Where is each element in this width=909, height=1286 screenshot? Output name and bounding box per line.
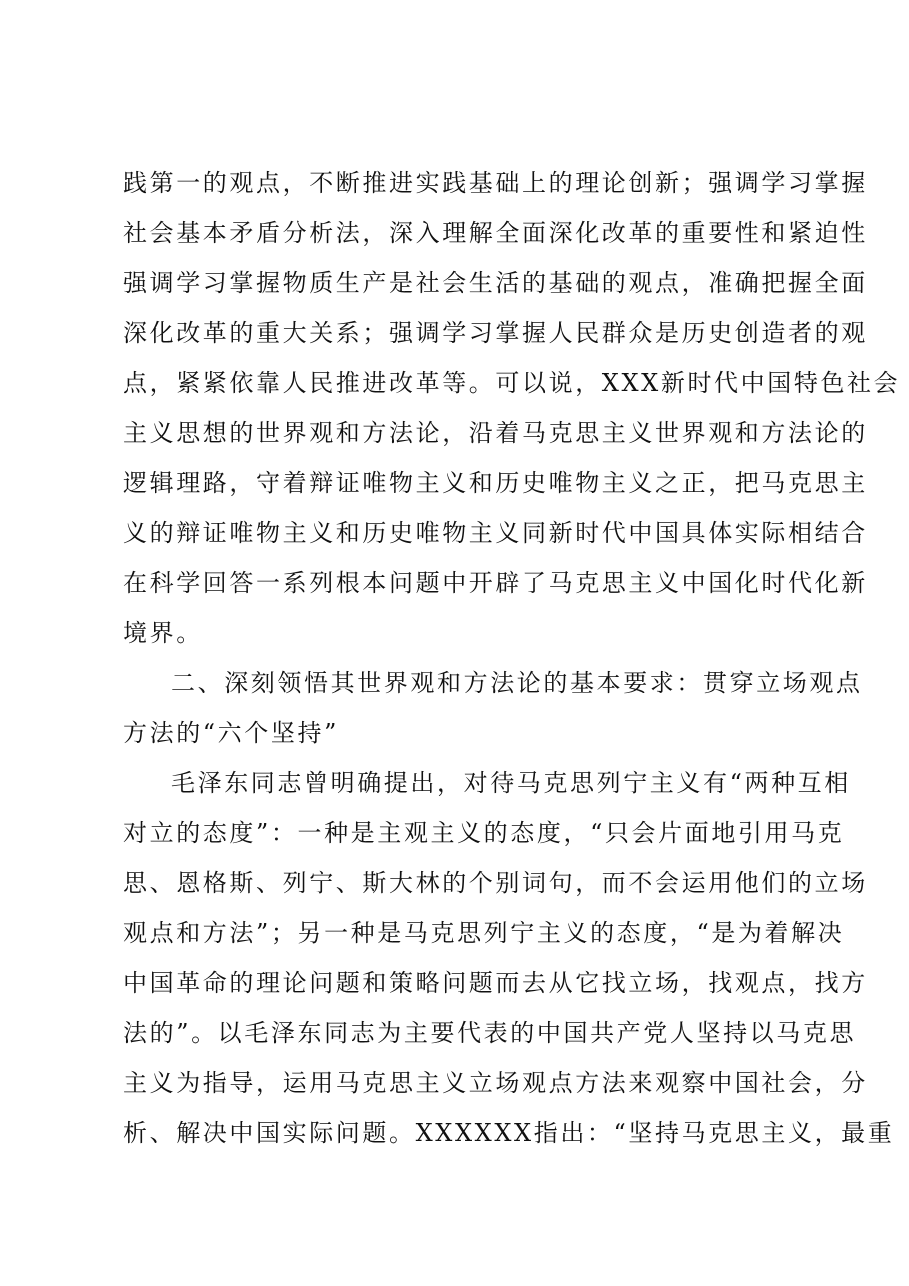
- text-line: 对立的态度”：一种是主观主义的态度，“只会片面地引用马克: [123, 819, 845, 847]
- text-line: 析、解决中国实际问题。XXXXXX指出：“坚持马克思主义，最重: [123, 1119, 895, 1147]
- text-line: 法的”。以毛泽东同志为主要代表的中国共产党人坚持以马克思: [123, 1019, 857, 1047]
- text-line: 深化改革的重大关系；强调学习掌握人民群众是历史创造者的观: [123, 319, 868, 347]
- section-heading: 方法的“六个坚持”: [123, 719, 339, 747]
- text-line: 逻辑理路，守着辩证唯物主义和历史唯物主义之正，把马克思主: [123, 469, 868, 497]
- text-line: 践第一的观点，不断推进实践基础上的理论创新；强调学习掌握: [123, 169, 868, 197]
- text-line: 思、恩格斯、列宁、斯大林的个别词句，而不会运用他们的立场: [123, 869, 868, 897]
- text-line: 主义思想的世界观和方法论，沿着马克思主义世界观和方法论的: [123, 419, 868, 447]
- text-line: 点，紧紧依靠人民推进改革等。可以说，XXX新时代中国特色社会: [123, 369, 901, 397]
- text-line: 观点和方法”；另一种是马克思列宁主义的态度，“是为着解决: [123, 919, 845, 947]
- section-heading: 二、深刻领悟其世界观和方法论的基本要求：贯穿立场观点: [171, 669, 863, 697]
- text-line: 境界。: [123, 619, 203, 647]
- text-line: 强调学习掌握物质生产是社会生活的基础的观点，准确把握全面: [123, 269, 868, 297]
- text-line: 毛泽东同志曾明确提出，对待马克思列宁主义有“两种互相: [171, 769, 851, 797]
- text-line: 主义为指导，运用马克思主义立场观点方法来观察中国社会，分: [123, 1069, 868, 1097]
- text-line: 义的辩证唯物主义和历史唯物主义同新时代中国具体实际相结合: [123, 519, 868, 547]
- text-line: 社会基本矛盾分析法，深入理解全面深化改革的重要性和紧迫性: [123, 219, 868, 247]
- text-line: 中国革命的理论问题和策略问题而去从它找立场，找观点，找方: [123, 969, 868, 997]
- text-line: 在科学回答一系列根本问题中开辟了马克思主义中国化时代化新: [123, 569, 868, 597]
